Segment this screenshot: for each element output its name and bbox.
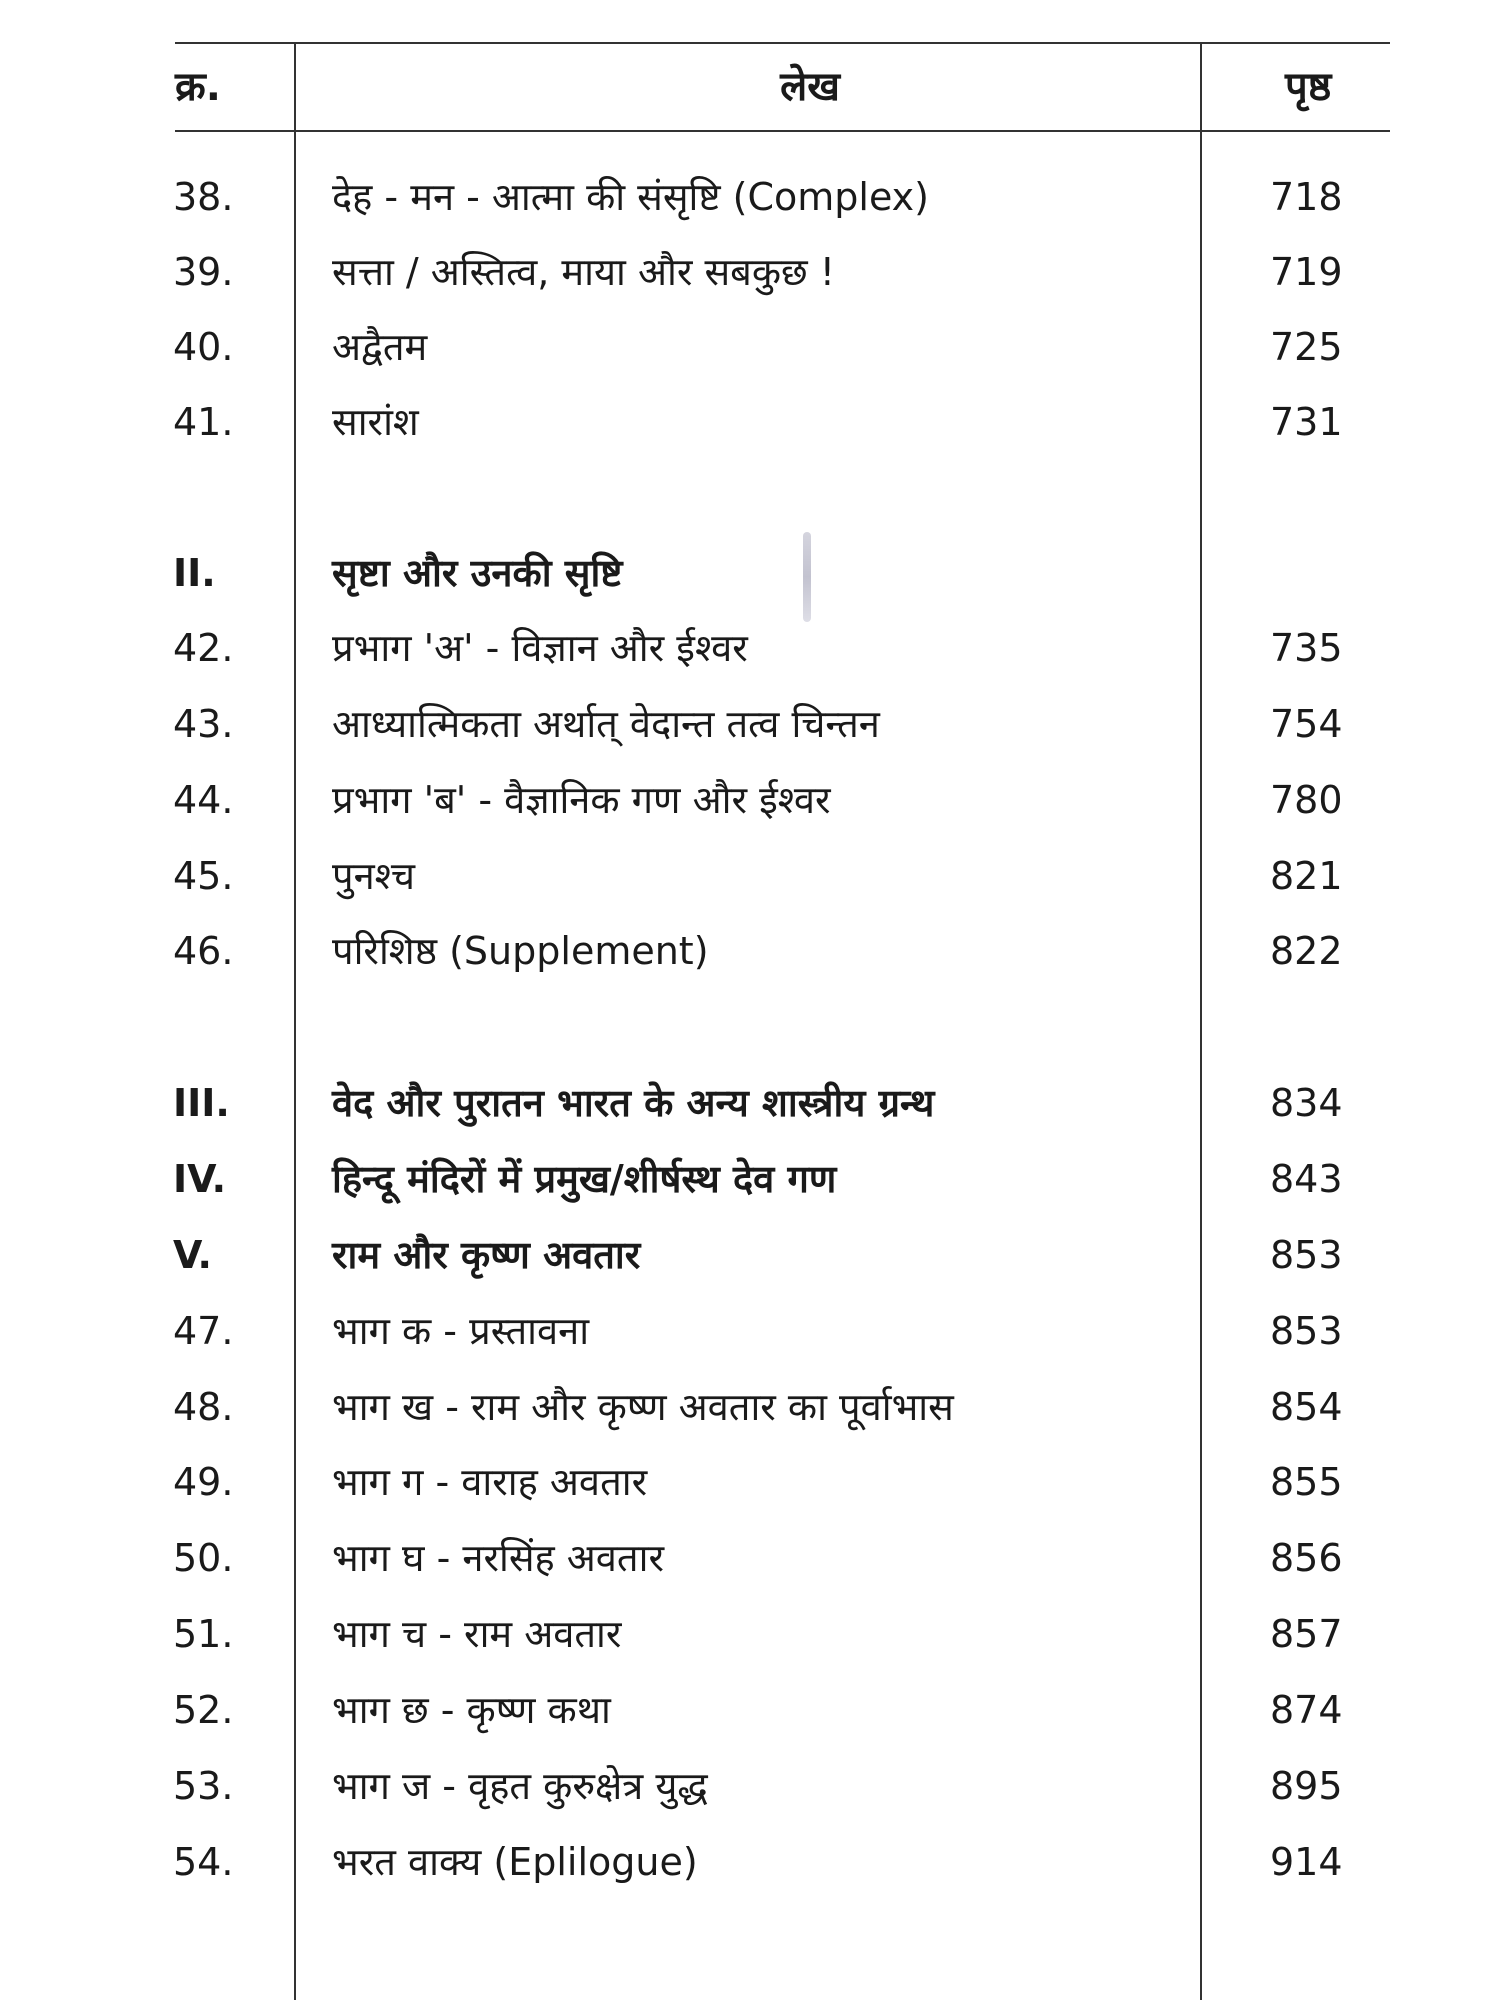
table-row bbox=[0, 618, 1500, 678]
table-row bbox=[0, 1452, 1500, 1512]
row-page: 719 bbox=[1270, 250, 1343, 294]
row-number: 38. bbox=[173, 175, 234, 219]
header-page: पृष्ठ bbox=[1285, 64, 1332, 110]
row-title: पुनश्च bbox=[332, 854, 415, 898]
row-page: 914 bbox=[1270, 1840, 1343, 1884]
row-number: 48. bbox=[173, 1385, 234, 1429]
row-page: 855 bbox=[1270, 1460, 1343, 1504]
row-page: 821 bbox=[1270, 854, 1343, 898]
row-title: भाग घ - नरसिंह अवतार bbox=[332, 1536, 664, 1580]
row-number: 46. bbox=[173, 929, 234, 973]
row-title: सत्ता / अस्तित्व, माया और सबकुछ ! bbox=[332, 250, 835, 294]
row-title: भाग छ - कृष्ण कथा bbox=[332, 1688, 611, 1732]
section-title: सृष्टा और उनकी सृष्टि bbox=[332, 551, 623, 595]
row-page: 853 bbox=[1270, 1233, 1343, 1277]
section-row bbox=[0, 543, 1500, 603]
row-number: 41. bbox=[173, 400, 234, 444]
row-number: 40. bbox=[173, 325, 234, 369]
section-title: राम और कृष्ण अवतार bbox=[332, 1233, 641, 1277]
row-number: 51. bbox=[173, 1612, 234, 1656]
section-number: II. bbox=[173, 551, 216, 595]
row-title: प्रभाग 'ब' - वैज्ञानिक गण और ईश्वर bbox=[332, 778, 831, 822]
row-title: परिशिष्ठ (Supplement) bbox=[332, 929, 709, 973]
row-number: 47. bbox=[173, 1309, 234, 1353]
table-row bbox=[0, 1756, 1500, 1816]
row-title: भाग ख - राम और कृष्ण अवतार का पूर्वाभास bbox=[332, 1385, 954, 1429]
row-title: भरत वाक्य (Eplilogue) bbox=[332, 1840, 698, 1884]
row-page: 856 bbox=[1270, 1536, 1343, 1580]
table-row bbox=[0, 317, 1500, 377]
table-row bbox=[0, 694, 1500, 754]
header-bottom-rule bbox=[175, 130, 1390, 132]
row-page: 731 bbox=[1270, 400, 1343, 444]
section-number: IV. bbox=[173, 1157, 227, 1201]
row-title: भाग च - राम अवतार bbox=[332, 1612, 622, 1656]
table-row bbox=[0, 242, 1500, 302]
row-number: 50. bbox=[173, 1536, 234, 1580]
row-number: 49. bbox=[173, 1460, 234, 1504]
row-page: 834 bbox=[1270, 1081, 1343, 1125]
row-page: 854 bbox=[1270, 1385, 1343, 1429]
row-page: 718 bbox=[1270, 175, 1343, 219]
row-number: 52. bbox=[173, 1688, 234, 1732]
section-number: V. bbox=[173, 1233, 212, 1277]
row-page: 843 bbox=[1270, 1157, 1343, 1201]
row-page: 853 bbox=[1270, 1309, 1343, 1353]
row-number: 45. bbox=[173, 854, 234, 898]
section-row bbox=[0, 1149, 1500, 1209]
table-row bbox=[0, 392, 1500, 452]
section-title: हिन्दू मंदिरों में प्रमुख/शीर्षस्थ देव गण bbox=[332, 1157, 837, 1201]
row-title: आध्यात्मिकता अर्थात् वेदान्त तत्व चिन्तन bbox=[332, 702, 880, 746]
section-title: वेद और पुरातन भारत के अन्य शास्त्रीय ग्रन्थ bbox=[332, 1081, 935, 1125]
header-title: लेख bbox=[780, 64, 840, 110]
section-row bbox=[0, 1073, 1500, 1133]
row-page: 754 bbox=[1270, 702, 1343, 746]
table-row bbox=[0, 1604, 1500, 1664]
table-row bbox=[0, 1377, 1500, 1437]
row-page: 895 bbox=[1270, 1764, 1343, 1808]
row-title: सारांश bbox=[332, 400, 419, 444]
table-row bbox=[0, 1528, 1500, 1588]
section-number: III. bbox=[173, 1081, 230, 1125]
row-page: 822 bbox=[1270, 929, 1343, 973]
section-row bbox=[0, 1225, 1500, 1285]
row-title: प्रभाग 'अ' - विज्ञान और ईश्वर bbox=[332, 626, 748, 670]
table-row bbox=[0, 921, 1500, 981]
row-title: भाग ग - वाराह अवतार bbox=[332, 1460, 648, 1504]
row-title: अद्वैतम bbox=[332, 325, 428, 369]
row-title: देह - मन - आत्मा की संसृष्टि (Complex) bbox=[332, 175, 929, 219]
header-number: क्र. bbox=[175, 64, 221, 110]
row-page: 874 bbox=[1270, 1688, 1343, 1732]
row-number: 53. bbox=[173, 1764, 234, 1808]
table-row bbox=[0, 167, 1500, 227]
row-number: 54. bbox=[173, 1840, 234, 1884]
table-row bbox=[0, 1832, 1500, 1892]
row-title: भाग ज - वृहत कुरुक्षेत्र युद्ध bbox=[332, 1764, 708, 1808]
row-number: 44. bbox=[173, 778, 234, 822]
row-title: भाग क - प्रस्तावना bbox=[332, 1309, 590, 1353]
table-top-rule bbox=[175, 42, 1390, 44]
table-row bbox=[0, 846, 1500, 906]
table-row bbox=[0, 1301, 1500, 1361]
row-number: 39. bbox=[173, 250, 234, 294]
table-row bbox=[0, 770, 1500, 830]
row-page: 735 bbox=[1270, 626, 1343, 670]
row-page: 857 bbox=[1270, 1612, 1343, 1656]
row-number: 42. bbox=[173, 626, 234, 670]
row-number: 43. bbox=[173, 702, 234, 746]
row-page: 780 bbox=[1270, 778, 1343, 822]
table-row bbox=[0, 1680, 1500, 1740]
row-page: 725 bbox=[1270, 325, 1343, 369]
